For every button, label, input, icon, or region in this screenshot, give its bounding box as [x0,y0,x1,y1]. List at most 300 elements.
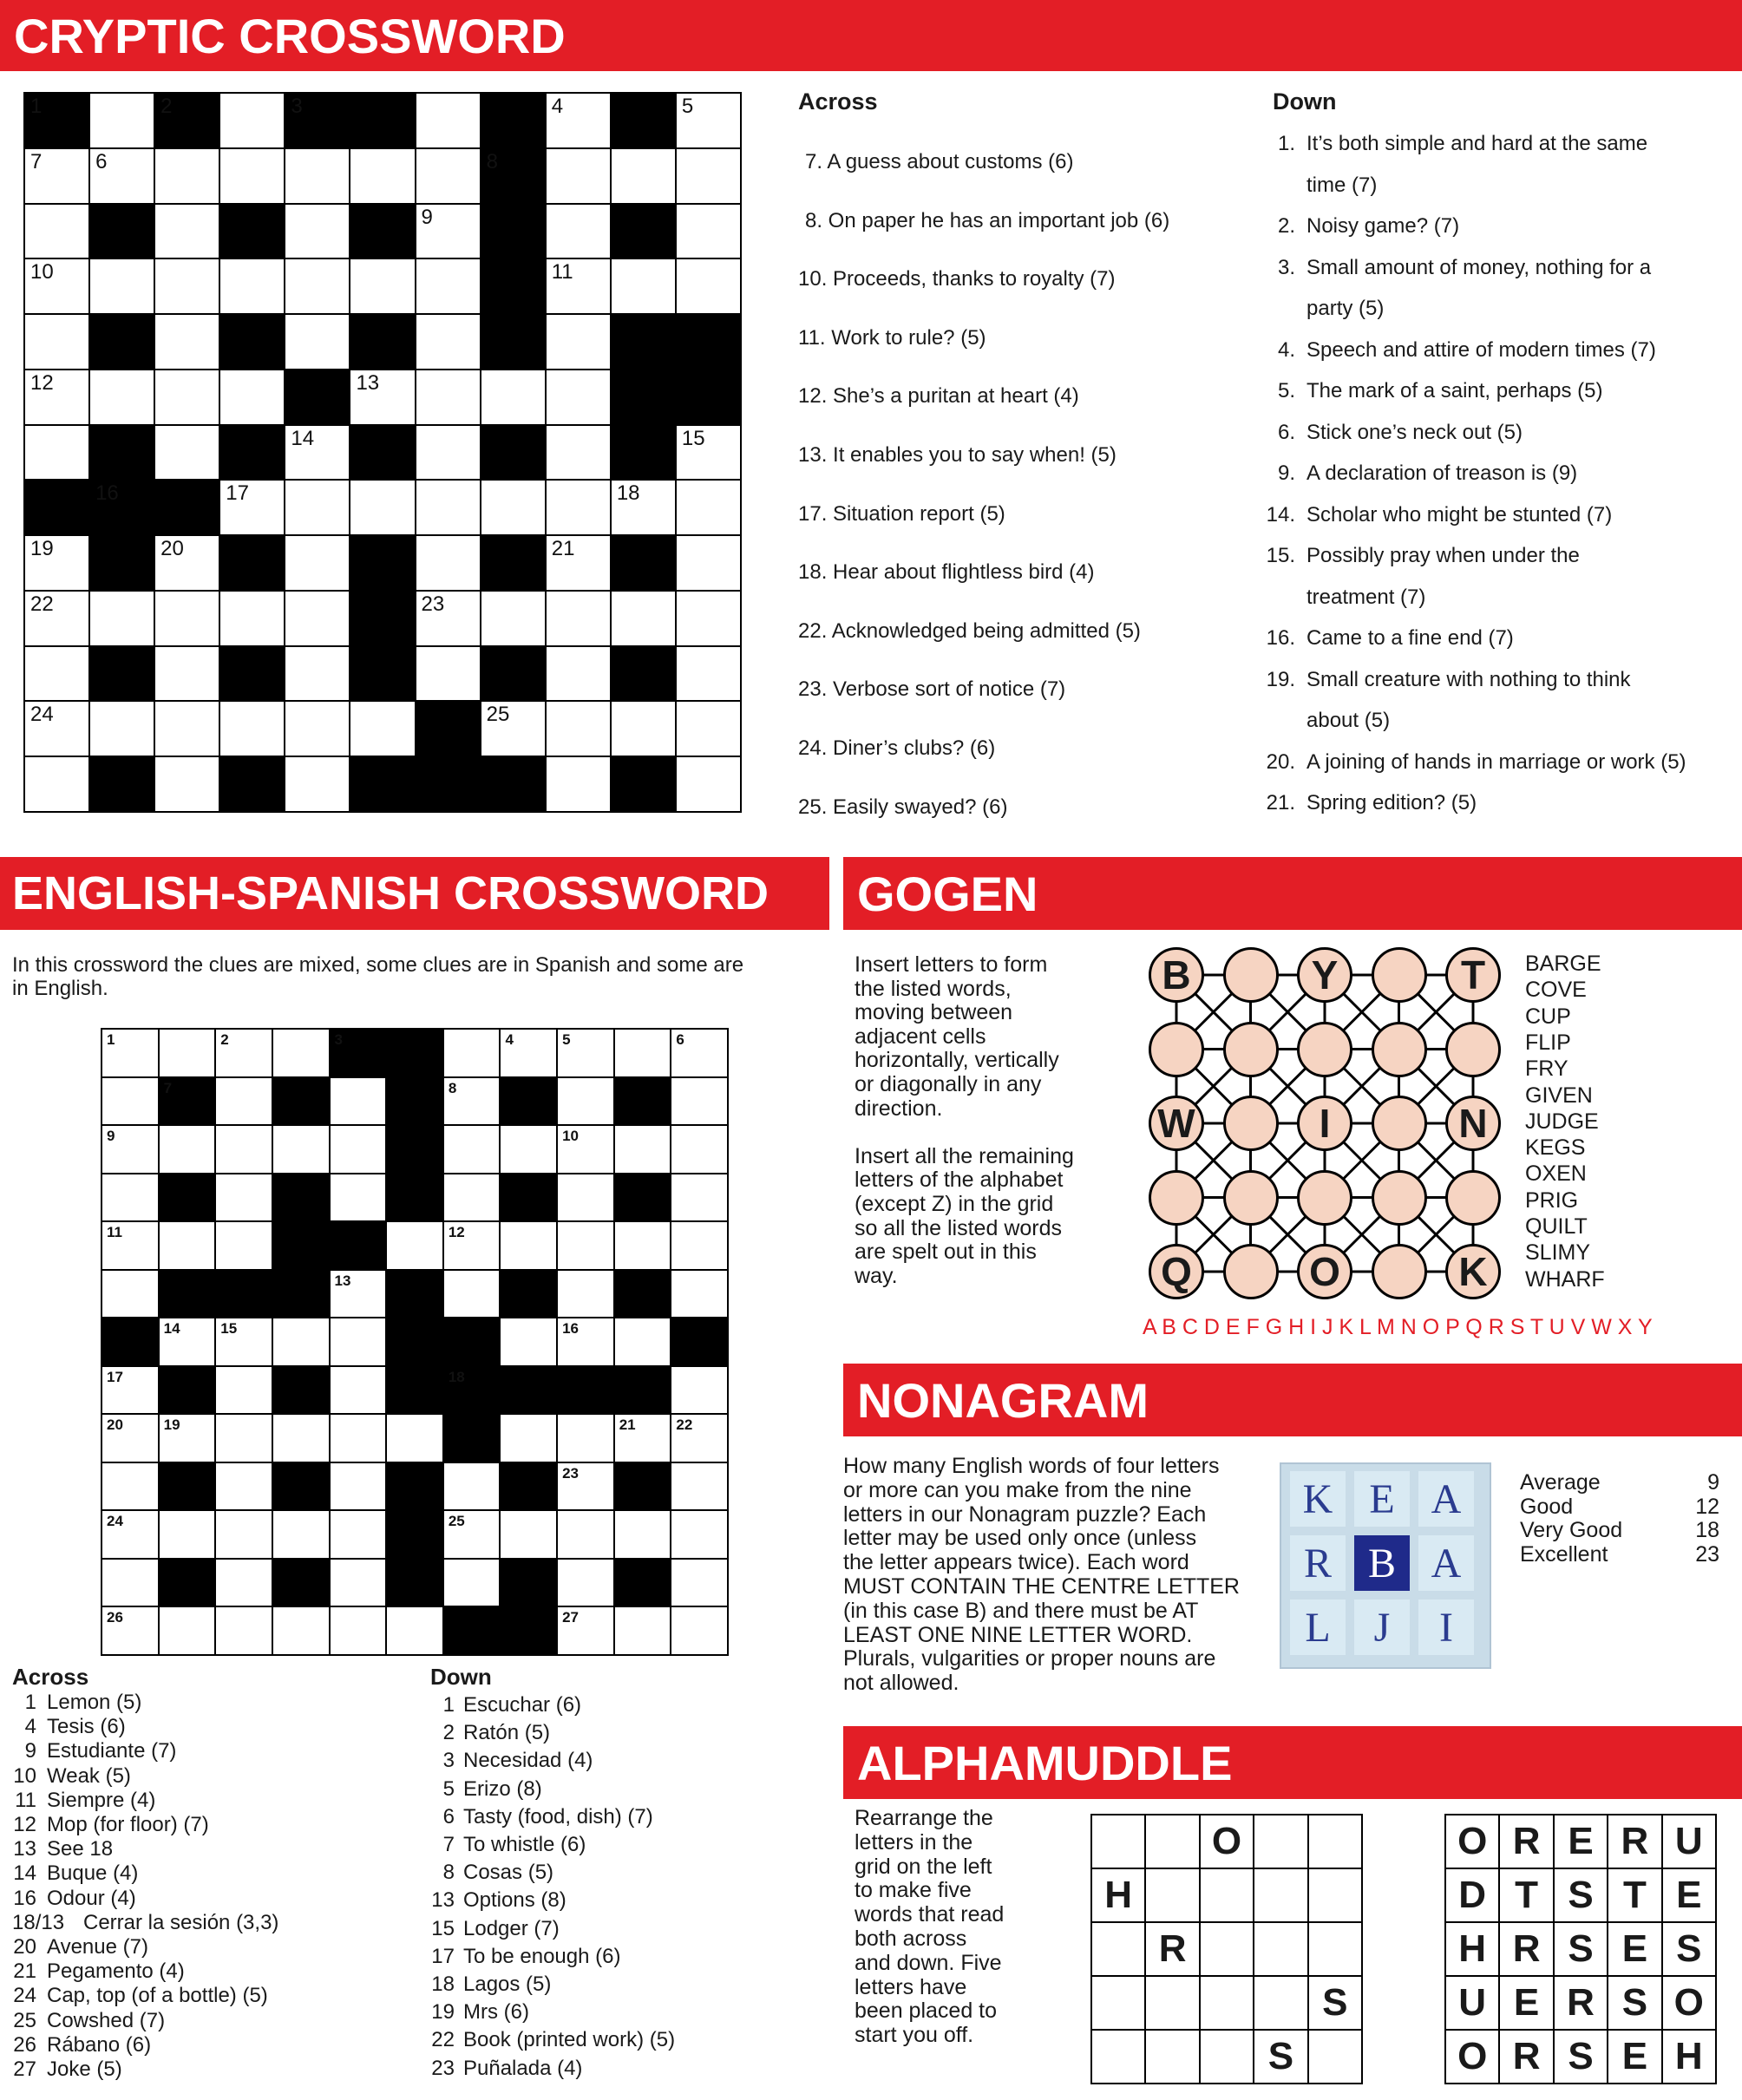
alphamuddle-instruction-line: to make five [855,1878,972,1903]
clue-number: 14 [163,1320,180,1338]
alphamuddle-cell[interactable]: O [1201,1815,1253,1868]
gogen-cell[interactable] [1223,1022,1279,1077]
cryptic-down-clue-number: 2. [1277,214,1295,238]
clue-number: 8 [448,1079,457,1096]
clue-number: 23 [562,1464,579,1482]
clue-number: 15 [681,426,705,450]
gogen-cell[interactable] [1297,1170,1352,1226]
alphamuddle-cell: S [1663,1923,1715,1975]
alphamuddle-cell: U [1663,1815,1715,1868]
gogen-word: BARGE [1525,952,1601,976]
spanish-across-clue-number: 24 [13,1984,36,2008]
clue-number: 13 [356,370,380,395]
gogen-cell[interactable] [1445,1170,1501,1226]
spanish-across-clue-number: 12 [13,1813,36,1836]
alphamuddle-cell[interactable] [1309,1923,1361,1975]
alphamuddle-cell[interactable] [1092,1923,1144,1975]
alphamuddle-instruction-line: letters in the [855,1829,973,1855]
alphamuddle-cell: S [1555,1869,1607,1921]
cryptic-down-clue-number: 4. [1277,337,1295,362]
gogen-word: GIVEN [1525,1083,1593,1108]
clue-number: 25 [448,1513,465,1530]
alphamuddle-cell: R [1608,1815,1660,1868]
clue-number: 2 [160,95,173,118]
gogen-instruction-line: horizontally, vertically [855,1048,1059,1073]
spanish-down-clue: Book (printed work) (5) [463,2028,676,2052]
nonagram-score-label: Excellent [1520,1541,1608,1567]
nonagram-centre-letter: B [1354,1535,1410,1591]
alphamuddle-cell: O [1446,2031,1498,2083]
clue-number: 14 [291,426,315,450]
alphamuddle-cell: E [1663,1869,1715,1921]
spanish-down-clue: Lagos (5) [463,1972,552,1996]
gogen-instruction-line: Insert all the remaining [855,1143,1074,1168]
gogen-cell[interactable] [1372,1170,1427,1226]
spanish-down-clue: Necesidad (4) [463,1749,593,1773]
clue-number: 15 [220,1320,238,1338]
nonagram-letter: K [1290,1471,1346,1527]
alphamuddle-cell[interactable] [1254,1923,1306,1975]
gogen-word: SLIMY [1525,1240,1591,1266]
nonagram-instruction-line: letters in our Nonagram puzzle? Each [843,1501,1207,1527]
gogen-cell[interactable]: Y [1297,947,1352,1003]
alphamuddle-cell: H [1663,2031,1715,2083]
cryptic-down-clue: Possibly pray when under the [1306,544,1580,567]
spanish-across-clue-number: 10 [13,1763,36,1788]
alphamuddle-cell[interactable] [1146,1977,1198,2029]
spanish-down-clue: To whistle (6) [463,1833,586,1856]
nonagram-letter: L [1290,1600,1346,1655]
spanish-across-clue: Tesis (6) [47,1715,126,1739]
alphamuddle-cell: E [1608,1923,1660,1975]
alphamuddle-cell[interactable] [1092,1815,1144,1868]
clue-number: 4 [551,95,564,118]
spanish-down-clue-number: 17 [431,1944,455,1968]
cryptic-down-clue-number: 19. [1266,667,1295,691]
nonagram-instruction-line: letter may be used only once (unless [843,1526,1197,1551]
clue-number: 9 [107,1128,115,1145]
alphamuddle-cell[interactable]: R [1146,1923,1198,1975]
gogen-instruction-line: adjacent cells [855,1024,986,1049]
cryptic-down-clue-number: 3. [1277,255,1295,279]
gogen-cell[interactable] [1223,1096,1279,1151]
gogen-instruction-line: direction. [855,1096,943,1121]
spanish-down-clue-number: 19 [431,2000,455,2025]
spanish-across-clue: Pegamento (4) [47,1959,185,1984]
clue-number: 9 [421,205,433,229]
spanish-down-clue: Puñalada (4) [463,2056,583,2080]
alphamuddle-cell: E [1608,2031,1660,2083]
cryptic-down-clue: treatment (7) [1306,585,1426,609]
nonagram-letter: E [1354,1471,1410,1527]
nonagram-letter: R [1290,1535,1346,1591]
spanish-intro-1: In this crossword the clues are mixed, some clues are in Spanish and some are [12,953,744,977]
spanish-down-clue: Cosas (5) [463,1861,554,1885]
nonagram-score-value: 23 [1695,1541,1719,1567]
nonagram-instruction-line: Plurals, vulgarities or proper nouns are [843,1646,1216,1671]
alphamuddle-cell[interactable]: S [1254,2031,1306,2083]
clue-number: 3 [291,95,303,118]
gogen-cell[interactable] [1445,1022,1501,1077]
gogen-cell[interactable] [1223,1244,1279,1299]
cryptic-down-clue: A declaration of treason is (9) [1306,461,1578,485]
nonagram-instruction-line: (in this case B) and there must be AT [843,1598,1199,1623]
clue-number: 16 [562,1320,579,1338]
spanish-down-clue-number: 18 [431,1972,455,1996]
cryptic-down-clue: party (5) [1306,297,1385,320]
spanish-across-clue-number: 11 [15,1788,36,1812]
spanish-intro-2: in English. [12,977,108,1000]
spanish-across-clue: Siempre (4) [47,1788,156,1812]
cryptic-down-clue-number: 1. [1277,132,1295,155]
alphamuddle-cell[interactable] [1092,2031,1144,2083]
clue-number: 3 [334,1031,343,1048]
gogen-cell[interactable]: K [1445,1244,1501,1299]
gogen-cell[interactable]: O [1297,1244,1352,1299]
cryptic-down-clue-number: 14. [1266,502,1295,527]
spanish-across-clue: See 18 [47,1837,114,1861]
gogen-cell[interactable] [1223,1170,1279,1226]
nonagram-banner [843,1364,1742,1436]
alphamuddle-cell[interactable] [1309,1869,1361,1921]
spanish-across-clue: Avenue (7) [47,1935,148,1959]
gogen-cell[interactable]: Q [1149,1244,1204,1299]
clue-number: 26 [107,1609,123,1626]
cryptic-down-clue-number: 20. [1266,749,1295,774]
spanish-across-clue: Rábano (6) [47,2032,152,2057]
alphamuddle-cell: T [1608,1869,1660,1921]
nonagram-score-label: Good [1520,1494,1574,1519]
alphamuddle-title: ALPHAMUDDLE [857,1735,1233,1790]
gogen-instruction-line: or diagonally in any [855,1072,1042,1096]
cryptic-across-clue: 24. Diner’s clubs? (6) [798,736,996,760]
alphamuddle-cell[interactable] [1146,1815,1198,1868]
alphamuddle-cell: U [1446,1977,1498,2029]
cryptic-across-clue: 13. It enables you to say when! (5) [798,443,1117,467]
alphamuddle-banner [843,1726,1742,1799]
nonagram-instruction-line: or more can you make from the nine [843,1477,1192,1502]
clue-number: 17 [107,1368,123,1385]
clue-number: 12 [448,1224,465,1241]
spanish-down-clue-number: 7 [442,1833,455,1856]
spanish-across-clue-number: 26 [13,2032,36,2057]
cryptic-down-heading: Down [1273,88,1337,114]
clue-number: 11 [107,1224,122,1241]
clue-number: 18 [448,1368,465,1385]
cryptic-down-clue-number: 16. [1266,626,1295,650]
spanish-across-clue-number: 20 [13,1935,36,1959]
alphamuddle-cell[interactable] [1254,1977,1306,2029]
alphamuddle-cell[interactable] [1254,1869,1306,1921]
clue-number: 22 [676,1416,693,1434]
cryptic-down-clue: The mark of a saint, perhaps (5) [1306,379,1603,402]
spanish-down-clue-number: 3 [442,1749,455,1773]
gogen-cell[interactable] [1149,1170,1204,1226]
nonagram-letter: I [1418,1600,1474,1655]
clue-number: 16 [95,481,119,506]
cryptic-down-clue-number: 9. [1277,461,1295,485]
cryptic-across-clue: 25. Easily swayed? (6) [798,795,1008,819]
alphamuddle-left-grid [1090,1814,1363,2084]
cryptic-down-clue-number: 5. [1277,379,1295,402]
alphamuddle-right-grid [1444,1814,1717,2084]
clue-number: 19 [30,537,54,561]
clue-number: 6 [676,1031,684,1048]
cryptic-across-clue: 23. Verbose sort of notice (7) [798,677,1066,702]
gogen-cell[interactable]: T [1445,947,1501,1003]
cryptic-down-clue-number: 15. [1266,544,1295,567]
alphamuddle-cell[interactable] [1201,1923,1253,1975]
cryptic-down-clue: Small amount of money, nothing for a [1306,255,1652,279]
alphamuddle-cell: S [1555,1923,1607,1975]
alphamuddle-cell: R [1500,2031,1552,2083]
spanish-across-clue-number: 25 [13,2008,36,2032]
spanish-down-clue: Tasty (food, dish) (7) [463,1804,653,1829]
alphamuddle-cell[interactable] [1092,1977,1144,2029]
nonagram-instruction-line: MUST CONTAIN THE CENTRE LETTER [843,1574,1240,1599]
gogen-instruction-line: moving between [855,1000,1013,1025]
spanish-down-clue-number: 5 [442,1776,455,1801]
spanish-across-clue: Cowshed (7) [47,2008,166,2032]
nonagram-title: NONAGRAM [857,1372,1149,1428]
clue-number: 20 [160,537,184,561]
alphamuddle-instruction-line: and down. Five [855,1950,1002,1975]
cryptic-down-clue: Speech and attire of modern times (7) [1306,337,1656,362]
nonagram-instruction-line: the letter appears twice). Each word [843,1550,1189,1575]
alphamuddle-cell[interactable] [1146,1869,1198,1921]
alphamuddle-instruction-line: been placed to [855,1999,998,2024]
alphamuddle-cell[interactable]: H [1092,1869,1144,1921]
gogen-instruction-line: Insert letters to form [855,952,1048,977]
clue-number: 18 [616,481,640,506]
cryptic-across-clue: 18. Hear about flightless bird (4) [798,560,1095,585]
alphamuddle-cell[interactable] [1201,2031,1253,2083]
nonagram-instruction-line: How many English words of four letters [843,1454,1220,1478]
gogen-instruction-line: are spelt out in this [855,1240,1037,1265]
spanish-down-clue: Escuchar (6) [463,1693,582,1717]
nonagram-score-value: 12 [1695,1494,1719,1519]
spanish-across-clue: Buque (4) [47,1861,139,1886]
gogen-alphabet: A B C D E F G H I J K L M N O P Q R S T U V W X Y [1143,1315,1653,1339]
alphamuddle-cell: S [1608,1977,1660,2029]
clue-number: 17 [226,481,249,506]
alphamuddle-cell: R [1555,1977,1607,2029]
alphamuddle-cell[interactable] [1201,1977,1253,2029]
alphamuddle-cell: O [1663,1977,1715,2029]
gogen-cell[interactable] [1372,1022,1427,1077]
cryptic-down-clue: Scholar who might be stunted (7) [1306,502,1613,527]
cryptic-down-clue: about (5) [1306,709,1391,732]
spanish-across-clue: Lemon (5) [47,1691,142,1714]
spanish-down-clue-number: 6 [442,1804,455,1829]
cryptic-across-heading: Across [798,88,878,114]
clue-number: 19 [163,1416,180,1434]
alphamuddle-instruction-line: Rearrange the [855,1806,993,1830]
spanish-across-clue: Weak (5) [47,1763,131,1788]
gogen-word: OXEN [1525,1161,1587,1187]
nonagram-score-label: Very Good [1520,1518,1623,1542]
alphamuddle-cell[interactable] [1146,2031,1198,2083]
gogen-cell[interactable] [1372,947,1427,1003]
spanish-down-clue-number: 15 [431,1916,455,1940]
gogen-cell[interactable]: I [1297,1096,1352,1151]
spanish-across-clue-number: 14 [13,1861,36,1886]
spanish-down-clue-number: 2 [442,1721,455,1745]
clue-number: 27 [562,1609,579,1626]
alphamuddle-cell[interactable] [1309,1815,1361,1868]
alphamuddle-cell[interactable] [1201,1869,1253,1921]
nonagram-letter: A [1418,1535,1474,1591]
clue-number: 1 [30,95,43,118]
gogen-word: WHARF [1525,1266,1605,1292]
gogen-word: JUDGE [1525,1109,1599,1134]
gogen-word: KEGS [1525,1135,1586,1161]
spanish-across-clue: Cerrar la sesión (3,3) [83,1910,279,1934]
clue-number: 5 [562,1031,571,1048]
gogen-cell[interactable] [1372,1244,1427,1299]
spanish-down-clue-number: 22 [431,2028,455,2052]
spanish-across-clue-number: 16 [13,1886,36,1910]
spanish-across-heading: Across [12,1664,89,1690]
nonagram-instruction-line: LEAST ONE NINE LETTER WORD. [843,1622,1193,1647]
cryptic-down-clue: Noisy game? (7) [1306,214,1460,238]
nonagram-score-label: Average [1520,1470,1601,1495]
nonagram-instruction-line: not allowed. [843,1671,959,1696]
spanish-down-clue: Mrs (6) [463,2000,529,2025]
alphamuddle-cell: R [1500,1815,1552,1868]
cryptic-across-clue: 11. Work to rule? (5) [798,325,986,350]
clue-number: 11 [551,260,573,285]
alphamuddle-cell: T [1500,1869,1552,1921]
spanish-across-clue-number: 21 [13,1959,36,1984]
spanish-down-clue-number: 13 [431,1888,455,1913]
gogen-cell[interactable] [1297,1022,1352,1077]
spanish-down-clue: Ratón (5) [463,1721,551,1745]
alphamuddle-cell[interactable] [1309,2031,1361,2083]
cryptic-down-clue: It’s both simple and hard at the same [1306,132,1648,155]
cryptic-down-clue-number: 21. [1266,791,1295,814]
alphamuddle-cell[interactable] [1254,1815,1306,1868]
cryptic-down-clue: A joining of hands in marriage or work (5) [1306,749,1686,774]
spanish-down-clue-number: 23 [431,2056,455,2080]
cryptic-title: CRYPTIC CROSSWORD [14,8,566,63]
gogen-instruction-line: letters of the alphabet [855,1168,1064,1193]
gogen-word: CUP [1525,1004,1571,1029]
alphamuddle-cell: D [1446,1869,1498,1921]
spanish-down-clue: Options (8) [463,1888,566,1913]
spanish-across-clue-number: 13 [13,1837,36,1861]
nonagram-letter: J [1354,1600,1410,1655]
spanish-down-clue: Erizo (8) [463,1776,542,1801]
cryptic-down-clue: time (7) [1306,173,1378,197]
alphamuddle-cell: R [1500,1923,1552,1975]
clue-number: 1 [107,1031,115,1048]
alphamuddle-instruction-line: start you off. [855,2023,974,2048]
gogen-word: COVE [1525,978,1587,1003]
clue-number: 22 [30,592,54,616]
spanish-across-clue-number: 27 [13,2057,36,2081]
gogen-title: GOGEN [857,866,1038,921]
clue-number: 21 [551,537,575,561]
gogen-cell[interactable]: B [1149,947,1204,1003]
spanish-across-clue-number: 4 [24,1715,36,1739]
cryptic-down-clue: Small creature with nothing to think [1306,667,1631,691]
spanish-title: ENGLISH-SPANISH CROSSWORD [12,867,769,919]
gogen-word: PRIG [1525,1187,1579,1213]
cryptic-down-clue: Stick one’s neck out (5) [1306,420,1523,444]
gogen-word: FRY [1525,1057,1568,1082]
clue-number: 7 [163,1079,173,1096]
alphamuddle-cell: O [1446,1815,1498,1868]
spanish-down-clue-number: 8 [442,1861,455,1885]
cryptic-across-clue: 8. On paper he has an important job (6) [805,208,1170,232]
alphamuddle-instruction-line: both across [855,1927,967,1951]
gogen-instruction-line: (except Z) in the grid [855,1192,1054,1216]
alphamuddle-instruction-line: grid on the left [855,1854,992,1879]
spanish-down-clue: To be enough (6) [463,1944,621,1968]
spanish-across-clue-number: 9 [24,1739,36,1763]
nonagram-letter: A [1418,1471,1474,1527]
alphamuddle-cell: S [1555,2031,1607,2083]
clue-number: 23 [421,592,445,616]
alphamuddle-cell[interactable]: S [1309,1977,1361,2029]
alphamuddle-instruction-line: words that read [855,1902,1005,1927]
gogen-cell[interactable] [1149,1022,1204,1077]
cryptic-down-clue: Came to a fine end (7) [1306,626,1514,650]
clue-number: 7 [30,149,43,173]
cryptic-across-clue: 12. She’s a puritan at heart (4) [798,384,1079,409]
spanish-down-heading: Down [430,1664,492,1690]
spanish-across-clue: Estudiante (7) [47,1739,177,1763]
clue-number: 10 [30,260,54,285]
alphamuddle-cell: E [1500,1977,1552,2029]
alphamuddle-cell: H [1446,1923,1498,1975]
spanish-across-clue-number: 18/13 [12,1910,65,1934]
spanish-across-clue: Joke (5) [47,2057,122,2081]
gogen-word: QUILT [1525,1214,1588,1239]
nonagram-score-value: 18 [1695,1518,1719,1542]
nonagram-score-value: 9 [1707,1470,1719,1495]
clue-number: 2 [220,1031,229,1048]
spanish-across-clue: Mop (for floor) (7) [47,1813,209,1836]
clue-number: 5 [681,95,694,118]
alphamuddle-instruction-line: letters have [855,1974,967,1999]
clue-number: 10 [562,1128,579,1145]
clue-number: 21 [619,1416,636,1434]
gogen-instruction-line: way. [855,1263,898,1288]
cryptic-across-clue: 17. Situation report (5) [798,501,1005,526]
clue-number: 4 [505,1031,514,1048]
cryptic-across-clue: 22. Acknowledged being admitted (5) [798,618,1141,643]
clue-number: 8 [486,149,498,173]
gogen-cell[interactable] [1223,947,1279,1003]
clue-number: 25 [486,703,510,727]
gogen-instruction-line: the listed words, [855,976,1012,1001]
alphamuddle-cell: E [1555,1815,1607,1868]
clue-number: 13 [334,1272,351,1289]
spanish-down-clue: Lodger (7) [463,1916,560,1940]
clue-number: 6 [95,149,108,173]
gogen-cell[interactable] [1372,1096,1427,1151]
clue-number: 12 [30,370,54,395]
spanish-across-clue: Odour (4) [47,1886,136,1910]
spanish-across-clue-number: 1 [24,1691,36,1714]
clue-number: 24 [107,1513,123,1530]
gogen-instruction-line: so all the listed words [855,1215,1063,1240]
clue-number: 20 [107,1416,123,1434]
gogen-cell[interactable]: N [1445,1096,1501,1151]
gogen-cell[interactable]: W [1149,1096,1204,1151]
